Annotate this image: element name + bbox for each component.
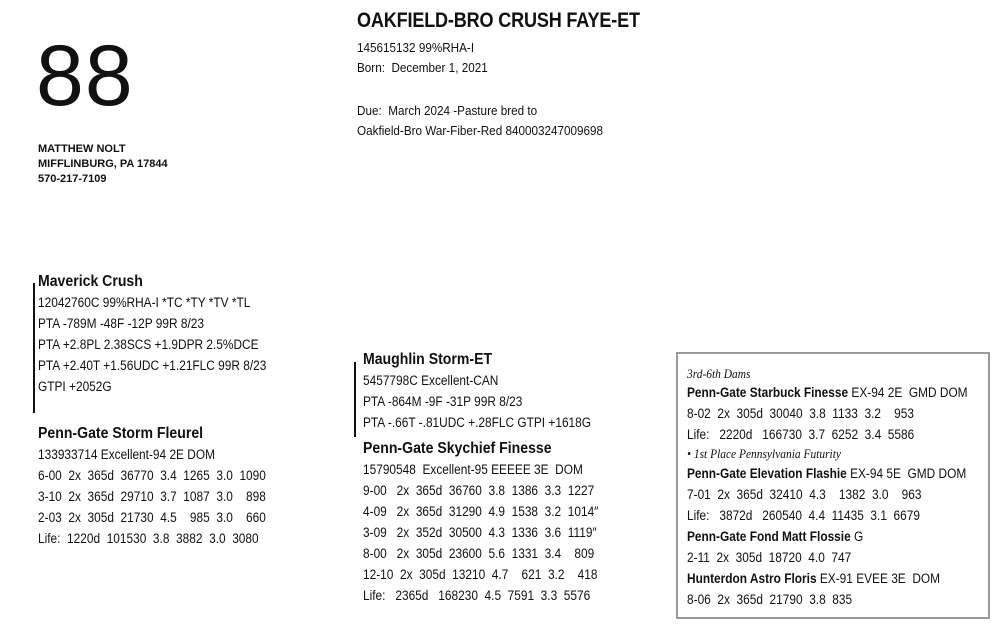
mgs-bracket	[354, 362, 356, 437]
consignor-city: MIFFLINBURG, PA 17844	[38, 158, 168, 170]
dams-box-content	[687, 366, 968, 610]
granddam-record: 4-09 2x 365d 31290 4.9 1538 3.2 1014″	[363, 504, 599, 519]
consignor-phone: 570-217-7109	[38, 173, 107, 185]
mgs-block	[363, 350, 591, 433]
consignor-name: MATTHEW NOLT	[38, 143, 126, 155]
due-line-1: Due: March 2024 -Pasture bred to	[357, 103, 538, 118]
dam-block	[38, 424, 266, 549]
sixth-dam-class: EX-91 EVEE 3E DOM	[816, 571, 941, 586]
animal-born: Born: December 1, 2021	[357, 60, 488, 75]
dam-record: 2-03 2x 305d 21730 4.5 985 3.0 660	[38, 510, 266, 525]
sire-line: GTPI +2052G	[38, 379, 112, 394]
dam-line: 133933714 Excellent-94 2E DOM	[38, 447, 215, 462]
mgs-line: 5457798C Excellent-CAN	[363, 373, 499, 388]
animal-due	[357, 101, 603, 141]
granddam-record: 8-00 2x 305d 23600 5.6 1331 3.4 809	[363, 546, 595, 561]
dams-box-heading: 3rd-6th Dams	[687, 366, 751, 381]
mgs-line: PTA -864M -9F -31P 99R 8/23	[363, 394, 523, 409]
sire-name: Maverick Crush	[38, 273, 143, 290]
granddam-record: 3-09 2x 352d 30500 4.3 1336 3.6 1119″	[363, 525, 597, 540]
granddam-life: Life: 2365d 168230 4.5 7591 3.3 5576	[363, 588, 591, 603]
sire-line: 12042760C 99%RHA-I *TC *TY *TV *TL	[38, 295, 251, 310]
granddam-record: 9-00 2x 365d 36760 3.8 1386 3.3 1227	[363, 483, 595, 498]
dam-record: 6-00 2x 365d 36770 3.4 1265 3.0 1090	[38, 468, 266, 483]
granddam-line: 15790548 Excellent-95 EEEEE 3E DOM	[363, 462, 583, 477]
fourth-dam-class: EX-94 5E GMD DOM	[846, 466, 967, 481]
third-dam-record: 8-02 2x 305d 30040 3.8 1133 3.2 953	[687, 406, 914, 421]
granddam-record: 12-10 2x 305d 13210 4.7 621 3.2 418	[363, 567, 598, 582]
fifth-dam-class: G	[850, 529, 864, 544]
third-dam-class: EX-94 2E GMD DOM	[848, 385, 968, 400]
sixth-dam-name: Hunterdon Astro Floris	[687, 571, 817, 586]
fifth-dam-heading	[687, 526, 968, 547]
fifth-dam-record: 2-11 2x 305d 18720 4.0 747	[687, 550, 852, 565]
dams-box	[676, 352, 990, 619]
sire-line: PTA +2.40T +1.56UDC +1.21FLC 99R 8/23	[38, 358, 267, 373]
third-dam-life: Life: 2220d 166730 3.7 6252 3.4 5586	[687, 427, 915, 442]
animal-name: OAKFIELD-BRO CRUSH FAYE-ET	[357, 9, 640, 32]
third-dam-name: Penn-Gate Starbuck Finesse	[687, 385, 849, 400]
sire-line: PTA -789M -48F -12P 99R 8/23	[38, 316, 204, 331]
dam-life: Life: 1220d 101530 3.8 3882 3.0 3080	[38, 531, 259, 546]
third-dam-heading	[687, 382, 968, 403]
award-note: • 1st Place Pennsylvania Futurity	[687, 446, 841, 461]
sixth-dam-heading	[687, 568, 968, 589]
fifth-dam-name: Penn-Gate Fond Matt Flossie	[687, 529, 851, 544]
animal-details	[357, 38, 488, 78]
due-line-2: Oakfield-Bro War-Fiber-Red 840003247009698	[357, 123, 604, 138]
fourth-dam-heading	[687, 463, 968, 484]
granddam-block	[363, 439, 598, 606]
sire-block	[38, 272, 266, 397]
fourth-dam-name: Penn-Gate Elevation Flashie	[687, 466, 847, 481]
mgs-name: Maughlin Storm-ET	[363, 351, 493, 368]
animal-registration: 145615132 99%RHA-I	[357, 40, 475, 55]
sire-bracket	[33, 283, 35, 413]
lot-number: 88	[36, 28, 134, 124]
dam-name: Penn-Gate Storm Fleurel	[38, 425, 204, 442]
mgs-line: PTA -.66T -.81UDC +.28FLC GTPI +1618G	[363, 415, 592, 430]
consignor-info	[38, 142, 168, 187]
dam-record: 3-10 2x 365d 29710 3.7 1087 3.0 898	[38, 489, 266, 504]
sixth-dam-record: 8-06 2x 365d 21790 3.8 835	[687, 592, 853, 607]
sire-line: PTA +2.8PL 2.38SCS +1.9DPR 2.5%DCE	[38, 337, 259, 352]
granddam-name: Penn-Gate Skychief Finesse	[363, 440, 552, 457]
fourth-dam-life: Life: 3872d 260540 4.4 11435 3.1 6679	[687, 508, 920, 523]
fourth-dam-record: 7-01 2x 365d 32410 4.3 1382 3.0 963	[687, 487, 922, 502]
